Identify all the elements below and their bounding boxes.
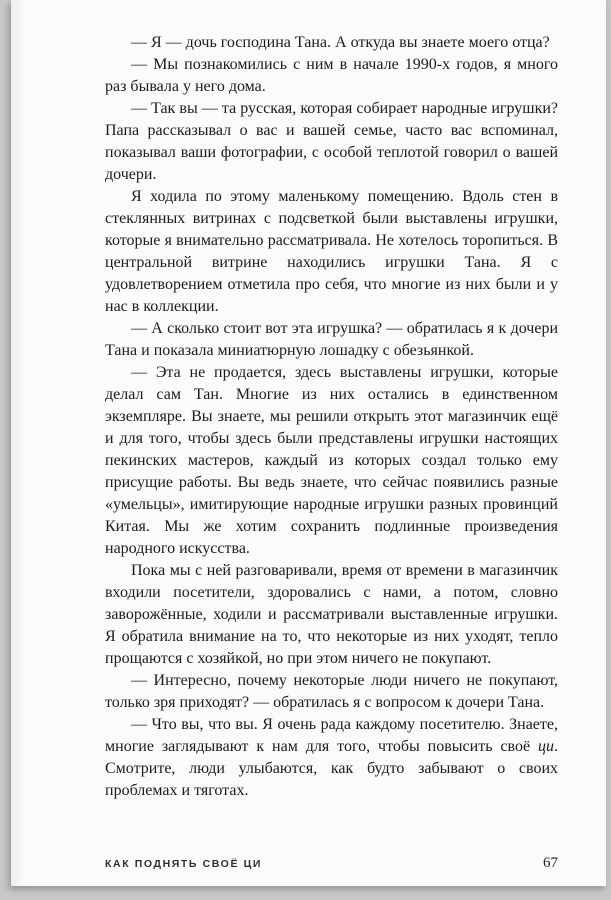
running-title: КАК ПОДНЯТЬ СВОЁ ЦИ [105,858,263,870]
page-number: 67 [543,855,558,871]
paragraph: — Так вы — та русская, которая собирает народные игрушки? Папа рассказывал о вас и вашей семье, часто вас вспоминал, показывал ваши фотографии, с особой теплотой говорил о вашей дочери. [105,100,558,183]
book-page [11,0,606,886]
paragraph: — Интересно, почему некоторые люди ничего не покупают, только зря приходят? — обратилась я с вопросом к дочери Тана. [105,672,558,711]
text-block [105,32,558,802]
paragraph: — Что вы, что вы. Я очень рада каждому посетителю. Знаете, многие заглядывают к нам для того, чтобы повысить своё ци. Смотрите, люди улыбаются, как будто забывают о своих проблемах и тяготах. [105,716,558,799]
paragraph: — Я — дочь господина Тана. А откуда вы знаете моего отца? [131,34,550,51]
paragraph: — Эта не продается, здесь выставлены игрушки, которые делал сам Тан. Многие из них остались в единственном экземпляре. Вы знаете, мы решили открыть этот магазинчик ещё и для того, чтобы здесь были представлены игрушки настоящих пекинских мастеров, каждый из которых создал только ему присущие работы. Вы ведь знаете, что сейчас появились разные «умельцы», имитирующие народные игрушки разных провинций Китая. Мы же хотим сохранить подлинные произведения народного искусства. [105,364,558,557]
paragraph: — Мы познакомились с ним в начале 1990-х годов, я много раз бывала у него дома. [105,56,558,95]
paragraph: — А сколько стоит вот эта игрушка? — обратилась я к дочери Тана и показала миниатюрную лошадку с обезьянкой. [105,320,558,359]
footer [105,855,558,872]
paragraph: Я ходила по этому маленькому помещению. Вдоль стен в стеклянных витринах с подсветкой были выставлены игрушки, которые я внимательно рассматривала. Не хотелось торопиться. В центральной витрине находились игрушки Тана. Я с удовлетворением отметила про себя, что многие из них были и у нас в коллекции. [105,188,558,315]
paragraph: Пока мы с ней разговаривали, время от времени в магазинчик входили посетители, здоровались с нами, а потом, словно заворожённые, ходили и рассматривали выставленные игрушки. Я обратила внимание на то, что некоторые из них уходят, тепло прощаются с хозяйкой, но при этом ничего не покупают. [105,562,558,667]
